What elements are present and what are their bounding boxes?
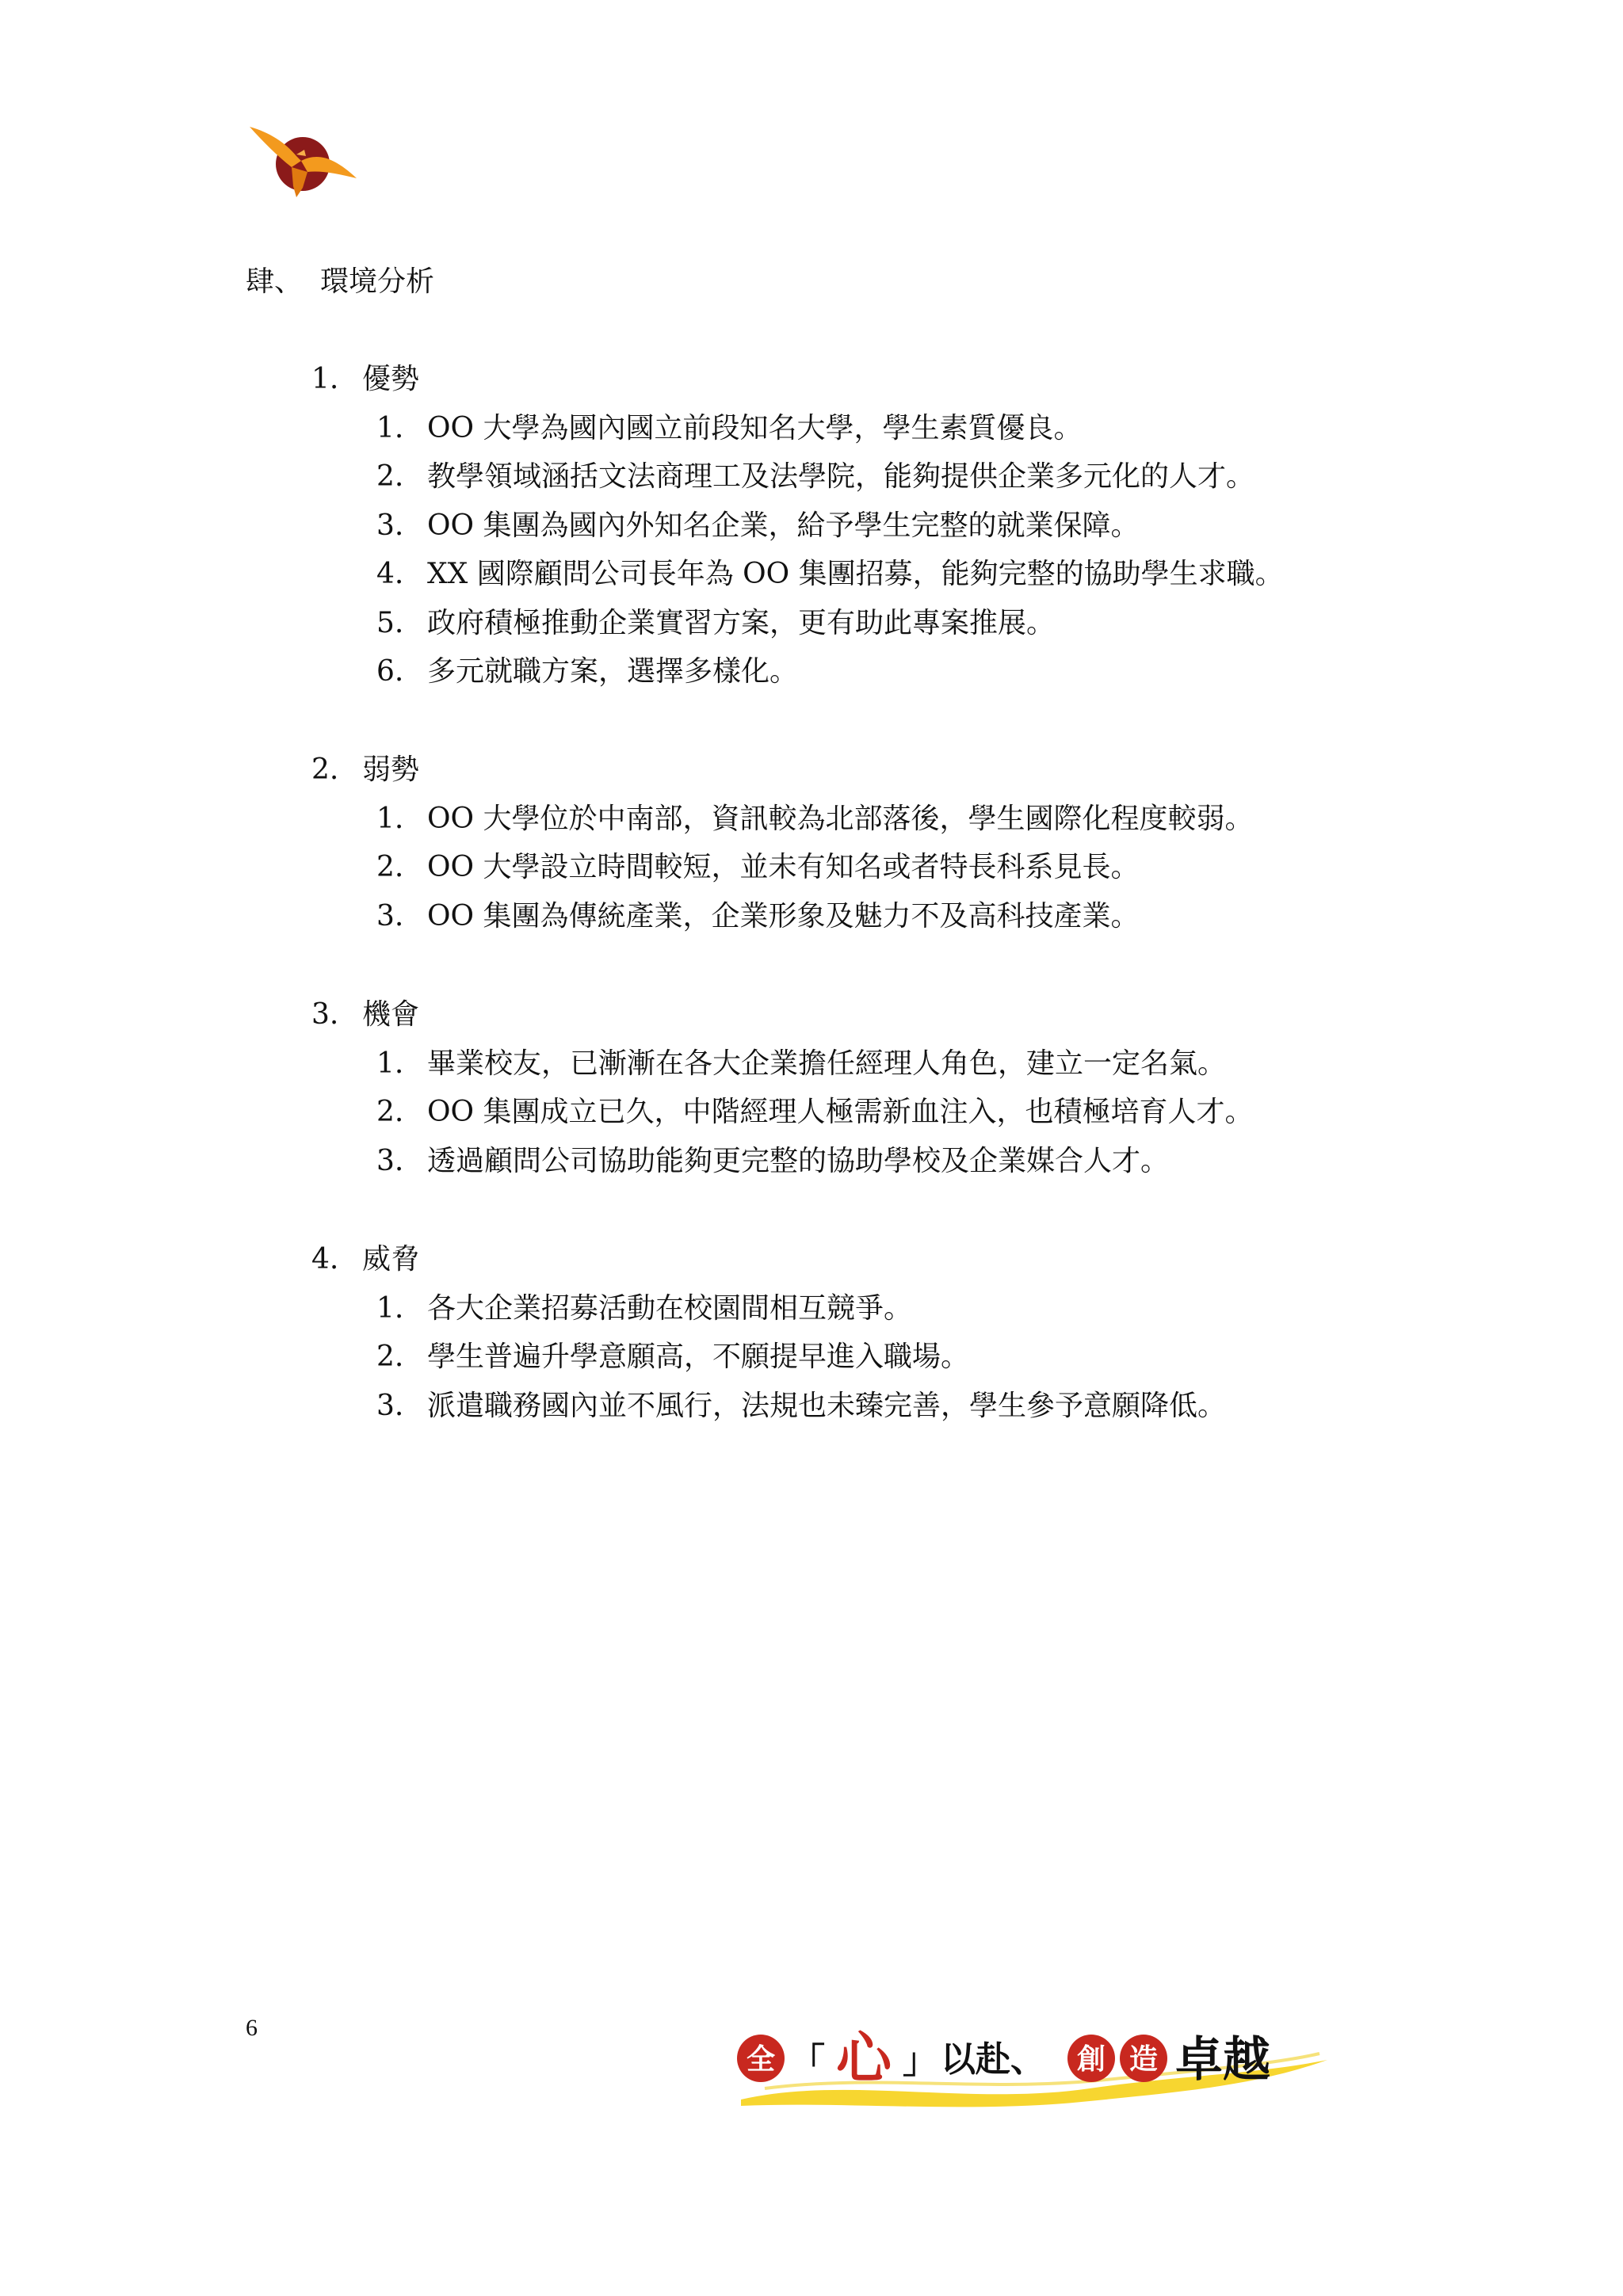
section-number: 肆、 bbox=[246, 265, 304, 298]
item-number: 1. bbox=[376, 1292, 404, 1325]
item-number: 3. bbox=[376, 1145, 404, 1177]
item-text: 派遣職務國內並不風行，法規也未臻完善，學生參予意願降低。 bbox=[427, 1390, 1227, 1422]
list-item bbox=[376, 1290, 912, 1328]
group-title: 弱勢 bbox=[362, 753, 420, 786]
section-heading bbox=[246, 263, 434, 301]
item-text: 各大企業招募活動在校園間相互競爭。 bbox=[427, 1292, 913, 1325]
slogan-bracket-close: 」 bbox=[903, 2041, 938, 2081]
item-text: 多元就職方案，選擇多樣化。 bbox=[427, 655, 799, 688]
item-text: OO 集團成立已久，中階經理人極需新血注入，也積極培育人才。 bbox=[427, 1096, 1254, 1128]
item-number: 4. bbox=[376, 558, 404, 590]
item-number: 1. bbox=[376, 1047, 404, 1080]
item-text: 政府積極推動企業實習方案，更有助此專案推展。 bbox=[427, 607, 1056, 639]
group-title: 優勢 bbox=[362, 363, 420, 395]
list-item bbox=[376, 800, 1253, 838]
item-number: 1. bbox=[376, 412, 404, 444]
item-text: 學生普遍升學意願高，不願提早進入職場。 bbox=[427, 1341, 970, 1373]
item-number: 3. bbox=[376, 900, 404, 933]
item-number: 2. bbox=[376, 460, 404, 493]
list-item bbox=[376, 1142, 1169, 1180]
list-item bbox=[376, 507, 1139, 545]
list-item bbox=[376, 458, 1254, 496]
eagle-emblem-icon bbox=[246, 115, 365, 210]
item-number: 2. bbox=[376, 1096, 404, 1128]
item-number: 6. bbox=[376, 655, 404, 688]
group-title: 機會 bbox=[362, 998, 420, 1031]
group-number: 2. bbox=[311, 753, 339, 786]
list-item bbox=[376, 410, 1082, 448]
item-number: 1. bbox=[376, 803, 404, 835]
list-item bbox=[376, 555, 1284, 593]
group-heading bbox=[311, 1241, 419, 1279]
list-item bbox=[376, 1387, 1226, 1425]
group-number: 4. bbox=[311, 1243, 339, 1276]
list-item bbox=[376, 1093, 1253, 1131]
group-heading bbox=[311, 360, 419, 399]
item-number: 2. bbox=[376, 851, 404, 883]
item-number: 3. bbox=[376, 1390, 404, 1422]
item-number: 2. bbox=[376, 1341, 404, 1373]
item-text: OO 集團為國內外知名企業，給予學生完整的就業保障。 bbox=[427, 509, 1140, 542]
list-item bbox=[376, 1045, 1226, 1083]
list-item bbox=[376, 1338, 969, 1376]
item-text: 畢業校友，已漸漸在各大企業擔任經理人角色，建立一定名氣。 bbox=[427, 1047, 1227, 1080]
page-number: 6 bbox=[246, 2015, 258, 2041]
item-number: 5. bbox=[376, 607, 404, 639]
slogan-middle: 以赴、 bbox=[941, 2039, 1045, 2080]
item-number: 3. bbox=[376, 509, 404, 542]
item-text: OO 大學位於中南部，資訊較為北部落後，學生國際化程度較弱。 bbox=[427, 803, 1254, 835]
slogan-bracket-open: 「 bbox=[790, 2041, 825, 2081]
item-text: OO 大學設立時間較短，並未有知名或者特長科系見長。 bbox=[427, 851, 1140, 883]
list-item bbox=[376, 898, 1139, 936]
slogan-char-3: 造 bbox=[1128, 2043, 1159, 2076]
slogan-char-1: 全 bbox=[746, 2043, 776, 2076]
section-title: 環境分析 bbox=[320, 265, 435, 298]
item-text: XX 國際顧問公司長年為 OO 集團招募，能夠完整的協助學生求職。 bbox=[427, 558, 1284, 590]
slogan-end: 卓越 bbox=[1175, 2032, 1270, 2088]
item-text: OO 大學為國內國立前段知名大學，學生素質優良。 bbox=[427, 412, 1083, 444]
group-number: 1. bbox=[311, 363, 339, 395]
group-heading bbox=[311, 751, 419, 789]
group-title: 威脅 bbox=[362, 1243, 420, 1276]
item-text: 透過顧問公司協助能夠更完整的協助學校及企業媒合人才。 bbox=[427, 1145, 1170, 1177]
list-item bbox=[376, 605, 1055, 643]
slogan-char-2: 創 bbox=[1076, 2043, 1106, 2076]
list-item bbox=[376, 653, 798, 691]
slogan-heart: 心 bbox=[836, 2026, 892, 2091]
slogan-banner bbox=[717, 2012, 1335, 2115]
list-item bbox=[376, 849, 1139, 887]
item-text: OO 集團為傳統產業，企業形象及魅力不及高科技產業。 bbox=[427, 900, 1140, 933]
group-heading bbox=[311, 996, 419, 1034]
item-text: 教學領域涵括文法商理工及法學院，能夠提供企業多元化的人才。 bbox=[427, 460, 1255, 493]
group-number: 3. bbox=[311, 998, 339, 1031]
